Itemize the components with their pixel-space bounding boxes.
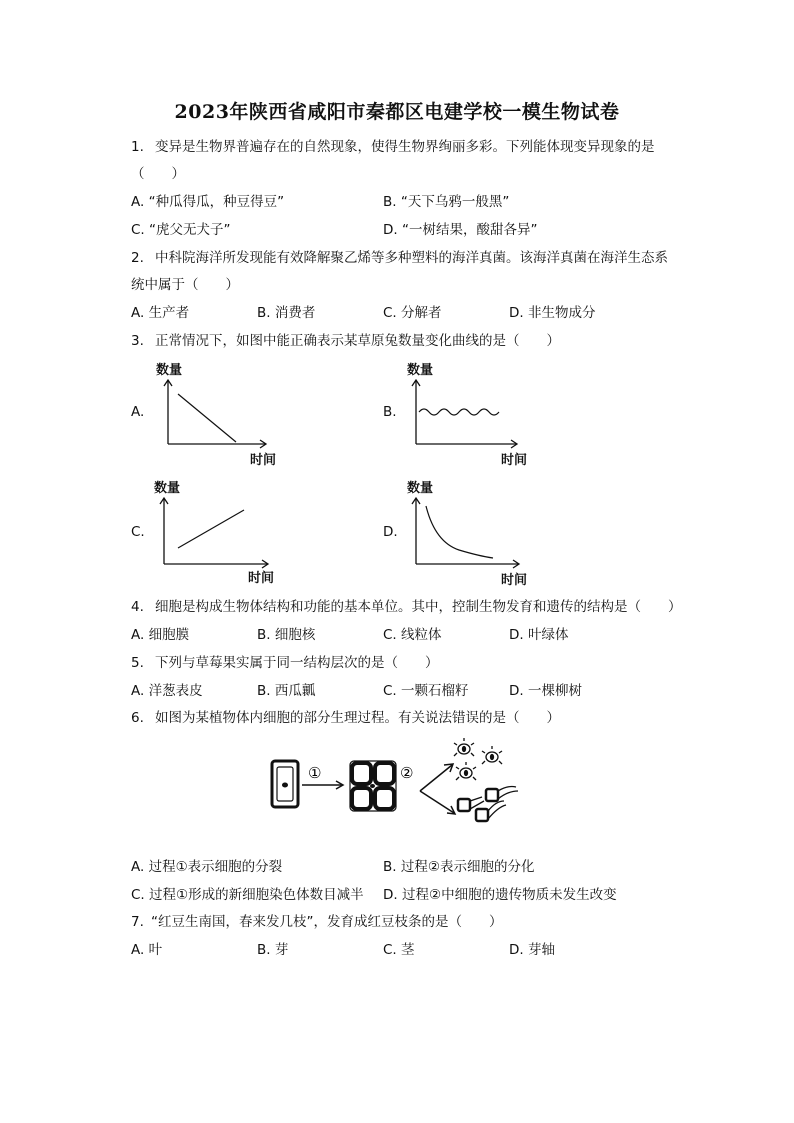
question-3-number: 3. — [131, 333, 144, 349]
question-4-option-d[interactable]: D. 叶绿体 — [509, 627, 569, 643]
differentiated-cells-upper — [454, 738, 502, 780]
question-6-text: 如图为某植物体内细胞的部分生理过程。有关说法错误的是（ ） — [155, 710, 560, 726]
question-5-option-d[interactable]: D. 一棵柳树 — [509, 683, 582, 699]
question-4-text: 细胞是构成生物体结构和功能的基本单位。其中，控制生物发育和遗传的结构是（ ） — [155, 599, 682, 615]
graph-a-curve — [178, 394, 236, 442]
question-2-option-b[interactable]: B. 消费者 — [257, 305, 316, 321]
question-3-option-c[interactable]: C. — [131, 524, 145, 540]
question-7-number: 7. — [131, 914, 144, 930]
question-7-option-b[interactable]: B. 芽 — [257, 942, 289, 958]
question-4-option-b[interactable]: B. 细胞核 — [257, 627, 316, 643]
graph-c-xlabel: 时间 — [248, 571, 275, 586]
graph-b-curve — [419, 409, 499, 415]
question-7-option-d[interactable]: D. 芽轴 — [509, 942, 555, 958]
graph-c-increasing — [150, 476, 290, 588]
graph-c-curve — [178, 510, 244, 548]
question-1-number: 1. — [131, 139, 144, 155]
graph-d-decaying — [401, 476, 541, 588]
question-7-option-a[interactable]: A. 叶 — [131, 942, 163, 958]
question-2-option-a[interactable]: A. 生产者 — [131, 305, 190, 321]
graph-d-ylabel: 数量 — [407, 481, 434, 496]
question-7-option-c[interactable]: C. 茎 — [383, 942, 415, 958]
question-1-option-d[interactable]: D. “一树结果，酸甜各异” — [383, 222, 538, 238]
arrow-branch-up — [420, 765, 452, 791]
cell-process-diagram — [268, 735, 528, 831]
single-cell — [272, 761, 298, 807]
four-cells — [350, 761, 396, 811]
question-3-text: 正常情况下，如图中能正确表示某草原兔数量变化曲线的是（ ） — [155, 333, 560, 349]
question-4-number: 4. — [131, 599, 144, 615]
question-3-option-b[interactable]: B. — [383, 404, 397, 420]
graph-b-ylabel: 数量 — [407, 363, 434, 378]
question-2-text-cont: 统中属于（ ） — [131, 277, 239, 293]
graph-d-curve — [426, 506, 493, 558]
question-6-option-b[interactable]: B. 过程②表示细胞的分化 — [383, 859, 535, 875]
question-7-text: “红豆生南国，春来发几枝”，发育成红豆枝条的是（ ） — [151, 914, 503, 930]
graph-a-decreasing — [150, 358, 290, 470]
question-5-option-c[interactable]: C. 一颗石榴籽 — [383, 683, 469, 699]
question-1-text: 变异是生物界普遍存在的自然现象，使得生物界绚丽多彩。下列能体现变异现象的是 — [155, 139, 655, 155]
question-2-text: 中科院海洋所发现能有效降解聚乙烯等多种塑料的海洋真菌。该海洋真菌在海洋生态系 — [155, 250, 668, 266]
question-5-option-b[interactable]: B. 西瓜瓤 — [257, 683, 316, 699]
question-3-option-d[interactable]: D. — [383, 524, 398, 540]
question-1-option-a[interactable]: A. “种瓜得瓜，种豆得豆” — [131, 194, 285, 210]
question-6-option-a[interactable]: A. 过程①表示细胞的分裂 — [131, 859, 283, 875]
question-4-option-c[interactable]: C. 线粒体 — [383, 627, 442, 643]
question-2-option-d[interactable]: D. 非生物成分 — [509, 305, 596, 321]
graph-a-ylabel: 数量 — [156, 363, 183, 378]
question-5-option-a[interactable]: A. 洋葱表皮 — [131, 683, 203, 699]
graph-b-fluctuating — [401, 358, 541, 470]
question-1-text-cont: （ ） — [131, 166, 185, 182]
question-6-number: 6. — [131, 710, 144, 726]
question-1-option-b[interactable]: B. “天下乌鸦一般黑” — [383, 194, 510, 210]
step-2-label: ② — [400, 764, 414, 782]
question-2-number: 2. — [131, 250, 144, 266]
step-1-label: ① — [308, 764, 322, 782]
graph-a-xlabel: 时间 — [250, 453, 277, 468]
question-6-option-c[interactable]: C. 过程①形成的新细胞染色体数目减半 — [131, 887, 364, 903]
question-3-option-a[interactable]: A. — [131, 404, 145, 420]
question-2-option-c[interactable]: C. 分解者 — [383, 305, 442, 321]
graph-b-xlabel: 时间 — [501, 453, 528, 468]
question-1-option-c[interactable]: C. “虎父无犬子” — [131, 222, 231, 238]
question-6-option-d[interactable]: D. 过程②中细胞的遗传物质未发生改变 — [383, 887, 617, 903]
graph-d-xlabel: 时间 — [501, 573, 528, 588]
graph-c-ylabel: 数量 — [154, 481, 181, 496]
arrow-branch-down — [420, 791, 454, 813]
question-5-text: 下列与草莓果实属于同一结构层次的是（ ） — [155, 655, 439, 671]
differentiated-cells-lower — [458, 787, 518, 822]
question-4-option-a[interactable]: A. 细胞膜 — [131, 627, 190, 643]
page-title: 2023年陕西省咸阳市秦都区电建学校一模生物试卷 — [174, 101, 620, 123]
question-5-number: 5. — [131, 655, 144, 671]
